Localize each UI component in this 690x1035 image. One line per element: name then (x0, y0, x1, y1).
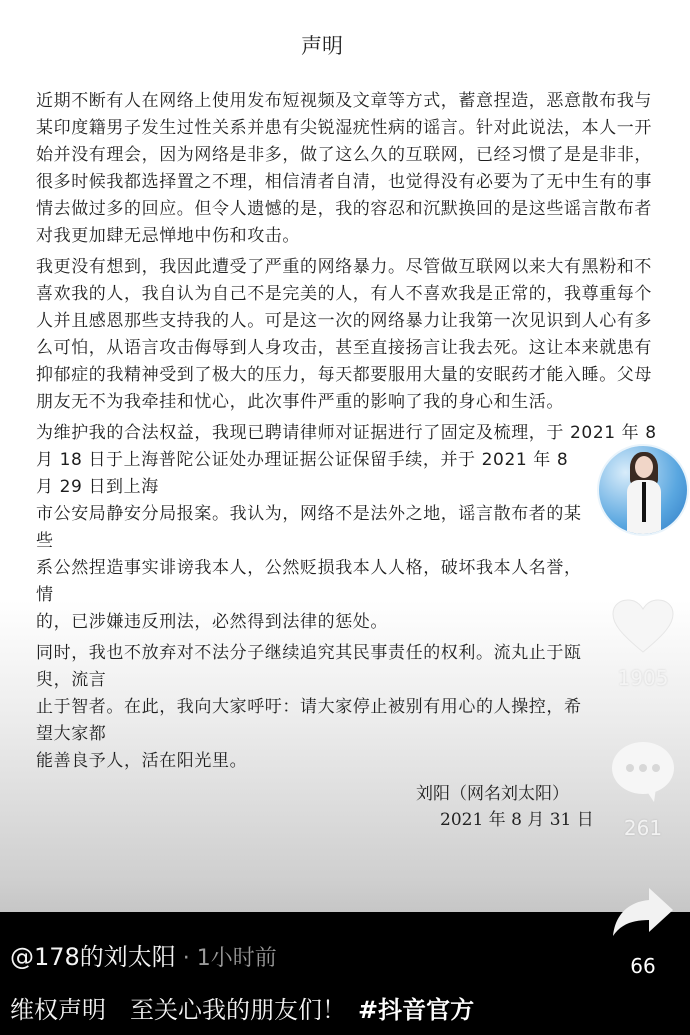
paragraph-1 (36, 88, 666, 250)
share-arrow-icon (611, 886, 675, 938)
text-line: 很多时候我都选择置之不理，相信清者自清，也觉得没有必要为了无中生有的事 (36, 172, 652, 192)
text-line: 为维护我的合法权益，我现已聘请律师对证据进行了固定及梳理，于 2021 年 8 (36, 423, 657, 443)
text-line: 近期不断有人在网络上使用发布短视频及文章等方式，蓄意捏造，恶意散布我与 (36, 91, 652, 111)
text-line: 月 18 日于上海普陀公证处办理证据公证保留手续，并于 2021 年 8 月 29 日到上海 (36, 450, 569, 497)
post-caption (10, 990, 474, 1025)
text-line: 同时，我也不放弃对不法分子继续追究其民事责任的权利。流丸止于瓯臾，流言 (36, 643, 582, 690)
text-line: 情去做过多的回应。但令人遗憾的是，我的容忍和沉默换回的是这些谣言散布者 (36, 199, 652, 219)
heart-icon (611, 598, 675, 654)
text-line: 能善良予人，活在阳光里。 (36, 751, 248, 771)
username-link[interactable]: @178的刘太阳 (10, 943, 176, 971)
author-avatar[interactable] (597, 444, 689, 536)
text-line: 止于智者。在此，我向大家呼吁：请大家停止被别有用心的人操控，希望大家都 (36, 697, 582, 744)
post-time: · 1小时前 (175, 946, 277, 971)
comment-count: 261 (623, 816, 663, 840)
paragraph-4 (36, 640, 666, 775)
text-line: 朋友无不为我牵挂和忧心，此次事件严重的影响了我的身心和生活。 (36, 392, 564, 412)
comment-button[interactable] (598, 740, 688, 840)
share-button[interactable] (598, 886, 688, 978)
text-line: 市公安局静安分局报案。我认为，网络不是法外之地，谣言散布者的某些 (36, 504, 582, 551)
signature: 刘阳（网名刘太阳） (416, 784, 569, 804)
comment-icon (610, 740, 676, 802)
text-line: 抑郁症的我精神受到了极大的压力，每天都要服用大量的安眠药才能入睡。父母 (36, 365, 652, 385)
text-line: 始并没有理会，因为网络是非多，做了这么久的互联网，已经习惯了是是非非， (36, 145, 652, 165)
post-author-line (10, 937, 277, 972)
caption-text: 维权声明 至关心我的朋友们！ (10, 996, 346, 1024)
share-count: 66 (630, 954, 656, 978)
text-line: 某印度籍男子发生过性关系并患有尖锐湿疣性病的谣言。针对此说法，本人一开 (36, 118, 652, 138)
text-line: 么可怕，从语言攻击侮辱到人身攻击，甚至直接扬言让我去死。这让本来就患有 (36, 338, 652, 358)
text-line: 我更没有想到，我因此遭受了严重的网络暴力。尽管做互联网以来大有黑粉和不 (36, 257, 652, 277)
avatar-face (635, 456, 653, 478)
document-title: 声明 (301, 34, 343, 58)
document-body (36, 88, 666, 833)
text-line: 系公然捏造事实诽谤我本人，公然贬损我本人人格，破坏我本人名誉，情 (36, 558, 582, 605)
signature-date: 2021 年 8 月 31 日 (440, 810, 594, 830)
text-line: 喜欢我的人，我自认为自己不是完美的人，有人不喜欢我是正常的，我尊重每个 (36, 284, 652, 304)
paragraph-3 (36, 420, 666, 636)
text-line: 的，已涉嫌违反刑法，必然得到法律的惩处。 (36, 612, 388, 632)
like-count: 1905 (617, 666, 669, 690)
avatar-tie (642, 482, 646, 522)
like-button[interactable] (598, 598, 688, 690)
text-line: 人并且感恩那些支持我的人。可是这一次的网络暴力让我第一次见识到人心有多 (36, 311, 652, 331)
text-line: 对我更加肆无忌惮地中伤和攻击。 (36, 226, 300, 246)
paragraph-2 (36, 254, 666, 416)
hashtag-link[interactable]: #抖音官方 (358, 996, 475, 1024)
